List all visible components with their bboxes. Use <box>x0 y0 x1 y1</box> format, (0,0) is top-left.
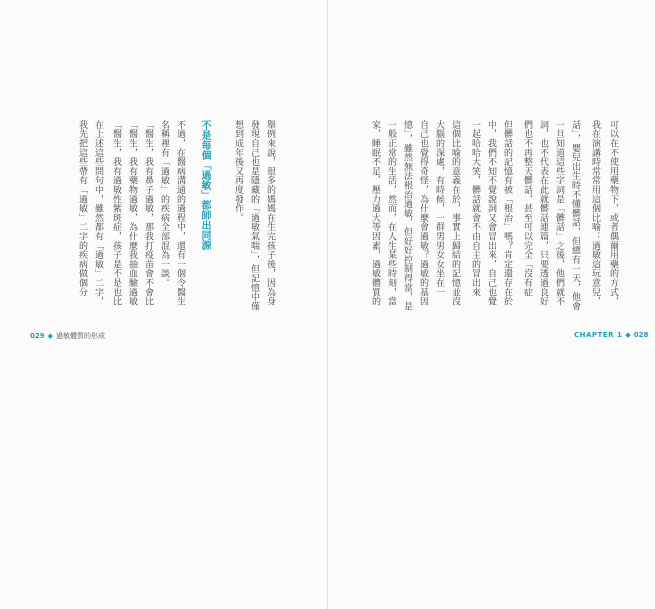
text-column: 一旦知道這些字詞是「髒話」之後，他們就不 <box>554 120 564 306</box>
text-column: 大腦的深處，有時候，一群男男女女坐在一 <box>434 120 444 297</box>
text-column: 我在演講時常常用這個比喻：過敏這玩意兒， <box>590 120 600 306</box>
bullet-icon: ◆ <box>47 332 54 340</box>
text-column: 們也不再整天髒話，甚至可以完全「沒有症 <box>522 120 532 297</box>
page-gutter <box>327 0 328 609</box>
text-column: 自己也覺得奇怪，為什麼會過敏？過敏的基因 <box>418 120 428 306</box>
text-column: 「醫生，我有鼻子過敏，那我打疫苗會不會比 <box>143 120 153 306</box>
text-column: 舉例來說，很多的媽媽在生完孩子後，因為身 <box>265 120 275 306</box>
text-column: 家，睡眠不足、壓力過大等因素，過敏體質的 <box>370 120 380 306</box>
left-footer <box>30 331 105 341</box>
text-column: 可以在不使用藥物下，或者偶爾用藥的方式， <box>608 120 618 306</box>
text-column: 我先把這些帶有「過敏」二字的疾病做個分 <box>77 120 87 297</box>
chapter-number: 1 <box>617 331 623 339</box>
text-column: 這個比喻的意義在於，事實上歸結的記憶並沒 <box>450 120 460 306</box>
page-number: 029 <box>30 332 45 340</box>
text-column: 話」，嬰兒出生時不懂髒話，但總有一天，他會 <box>570 120 580 311</box>
text-column: 一般正常的生活，然而，在人生某些時刻，當 <box>386 120 396 306</box>
text-column: 「醫生，我有過敏性紫斑症，孩子是不是也比 <box>111 120 121 306</box>
text-column: 想到成年後又再度發作。 <box>233 120 243 223</box>
text-column: 不過，在醫病溝通的過程中，還有一個令醫生 <box>175 120 185 306</box>
text-column: 「醫生，我有藥物過敏，為什麼我抽血驗過敏 <box>127 120 137 306</box>
section-heading: 不是每個「過敏」都師出同源 <box>199 120 210 250</box>
right-footer <box>574 331 648 339</box>
text-column: 憶」，雖然無法根治過敏，但好好控制得當，是 <box>402 120 412 311</box>
bullet-icon: ◆ <box>625 331 631 339</box>
text-column: 一起哈哈大笑，髒話就會不由自主的冒出來 <box>470 120 480 297</box>
text-column: 名稱裡有「過敏」的疾病全部混為一談。 <box>159 120 169 288</box>
text-column: 但髒話的記憶有被「根治」嗎？肯定還存在於 <box>502 120 512 306</box>
text-column: 發現自己也是隱藏的「過敏氣喘」，但記憶中僅 <box>249 120 259 311</box>
text-column: 詞，也不代表在此就髒話連篇，只要透過良好 <box>538 120 548 306</box>
text-column: 在上述這些問句中，雖然都有「過敏」二字， <box>93 120 103 306</box>
running-title: 過敏體質的形成 <box>56 332 106 340</box>
chapter-label: CHAPTER <box>574 331 614 339</box>
text-column: 中，我們不知不覺說詞又會冒出來，自己也覺 <box>486 120 496 306</box>
page-number: 028 <box>633 331 649 339</box>
